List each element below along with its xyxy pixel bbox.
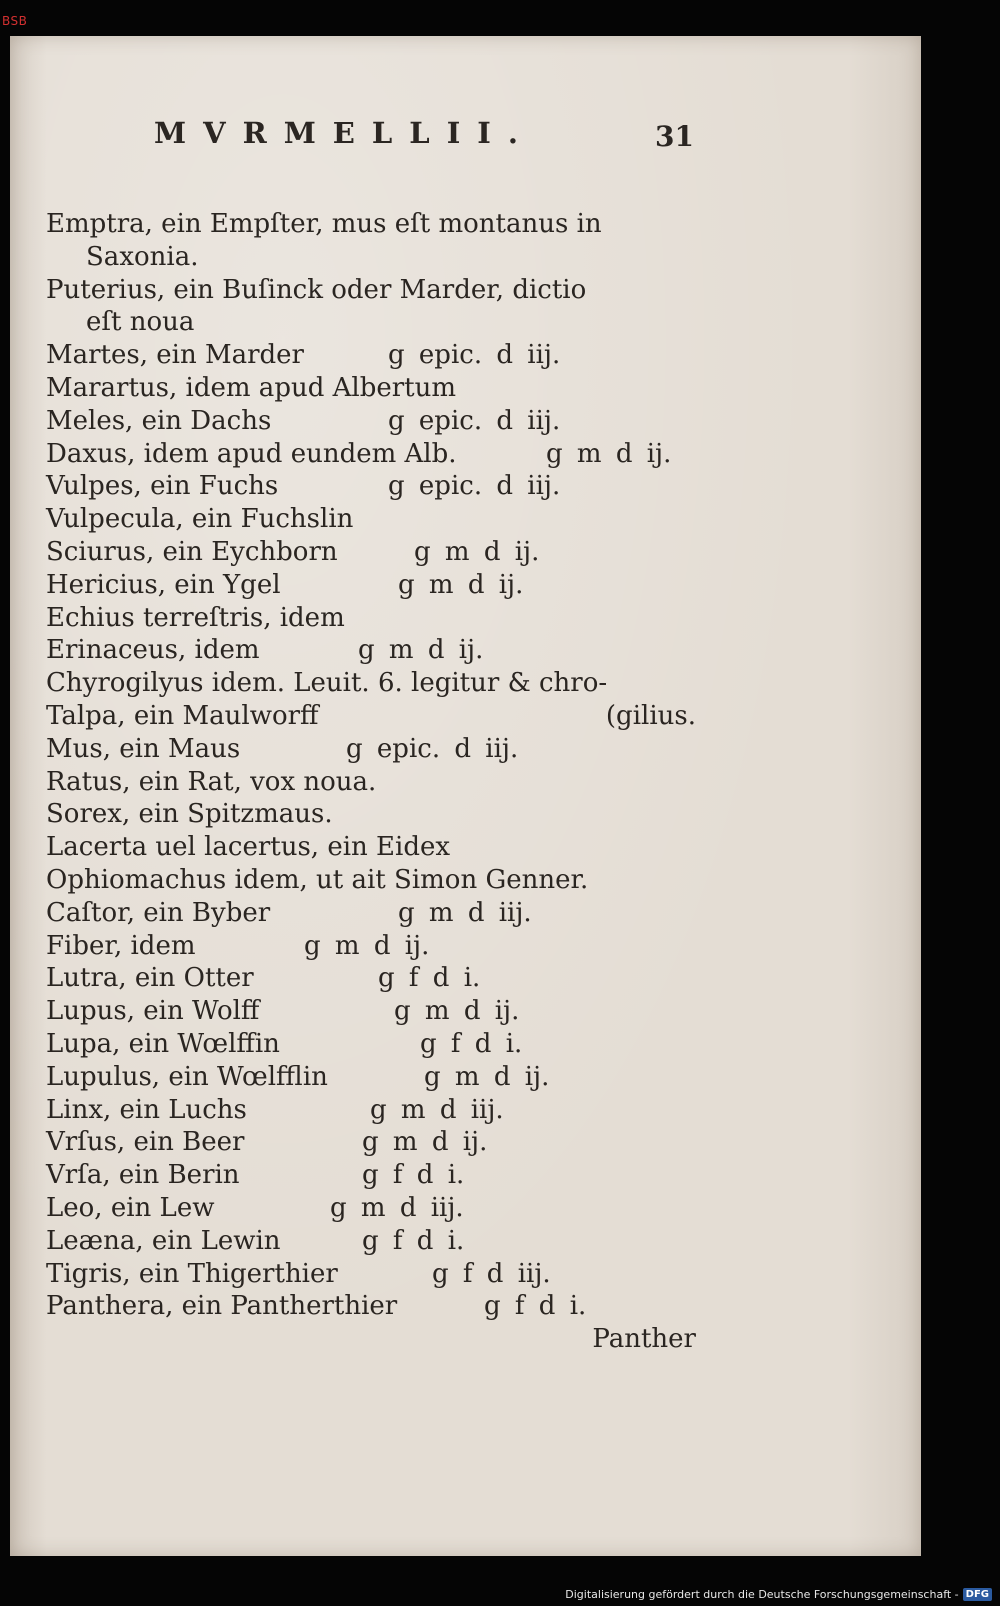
grammar-note: g m d iij.	[330, 1192, 464, 1223]
entry-line	[46, 700, 696, 733]
entry-line	[46, 1159, 696, 1192]
entry-line	[46, 798, 696, 831]
catchword: Panther	[592, 1324, 696, 1355]
entry-line	[46, 274, 696, 307]
entry-text: Caſtor, ein Byber	[46, 897, 271, 928]
entry-text: Talpa, ein Maulworff	[46, 700, 319, 731]
entry-text: Daxus, idem apud eundem Alb.	[46, 438, 457, 469]
grammar-note: g epic. d iij.	[388, 405, 561, 436]
entry-text: Fiber, idem	[46, 930, 196, 961]
grammar-note: g m d ij.	[414, 536, 540, 567]
entry-text: eſt noua	[86, 307, 195, 338]
entry-line	[46, 897, 696, 930]
grammar-note: g m d ij.	[362, 1127, 488, 1158]
entry-line	[46, 864, 696, 897]
entry-line	[46, 241, 696, 274]
entry-text: Leæna, ein Lewin	[46, 1225, 281, 1256]
entry-text: Emptra, ein Empſter, mus eſt montanus in	[46, 209, 602, 239]
grammar-note: g m d ij.	[304, 930, 430, 961]
entry-line	[46, 1258, 696, 1291]
entry-text: Marartus, idem apud Albertum	[46, 372, 457, 403]
grammar-note: g m d ij.	[398, 569, 524, 600]
bsb-watermark: BSB	[2, 14, 28, 28]
running-head	[144, 116, 704, 162]
entry-line	[46, 1028, 696, 1061]
entry-line	[46, 995, 696, 1028]
entry-line	[46, 831, 696, 864]
entry-line	[46, 1290, 696, 1323]
entry-line	[46, 962, 696, 995]
grammar-note: g m d ij.	[394, 996, 520, 1027]
entry-line	[46, 208, 696, 241]
grammar-note: g m d ij.	[358, 635, 484, 666]
grammar-note: g f d i.	[362, 1225, 465, 1256]
footer-credit	[565, 1588, 992, 1601]
entry-text: Lupulus, ein Wœlfflin	[46, 1061, 328, 1092]
grammar-note: g m d iij.	[398, 897, 532, 928]
running-title: MVRMELLII.	[154, 116, 535, 150]
entry-line	[46, 372, 696, 405]
entry-text: Leo, ein Lew	[46, 1192, 215, 1223]
entry-text: Echius terreſtris, idem	[46, 602, 345, 633]
grammar-note: g m d iij.	[370, 1094, 504, 1125]
entry-text: Erinaceus, idem	[46, 635, 260, 666]
grammar-note: g epic. d iij.	[346, 733, 519, 764]
entry-line	[46, 602, 696, 635]
entry-text: Vulpes, ein Fuchs	[46, 471, 279, 502]
entry-text: Martes, ein Marder	[46, 340, 304, 371]
entry-line	[46, 405, 696, 438]
entry-line	[46, 733, 696, 766]
entry-line	[46, 1192, 696, 1225]
entry-text: Saxonia.	[86, 241, 199, 272]
entry-text: Lacerta uel lacertus, ein Eidex	[46, 832, 451, 863]
entry-text: Sorex, ein Spitzmaus.	[46, 799, 333, 830]
entry-text: Sciurus, ein Eychborn	[46, 536, 338, 567]
entry-line	[46, 470, 696, 503]
grammar-note: g epic. d iij.	[388, 340, 561, 371]
grammar-note: g m d ij.	[424, 1061, 550, 1092]
entry-line	[46, 1094, 696, 1127]
entry-text: Mus, ein Maus	[46, 733, 241, 764]
entry-text: Lupus, ein Wolff	[46, 996, 260, 1027]
entry-line	[46, 339, 696, 372]
entry-line	[46, 569, 696, 602]
entry-line	[46, 667, 696, 700]
entry-text: Ophiomachus idem, ut ait Simon Genner.	[46, 864, 589, 895]
entry-line	[46, 438, 696, 471]
grammar-note: g f d i.	[362, 1160, 465, 1191]
entry-text: Puterius, ein Buſinck oder Marder, dictio	[46, 274, 587, 305]
grammar-note: g m d ij.	[546, 438, 672, 469]
entry-line	[46, 1061, 696, 1094]
entry-line	[46, 306, 696, 339]
entry-text: Linx, ein Luchs	[46, 1094, 247, 1125]
entry-text: Vulpecula, ein Fuchslin	[46, 504, 354, 535]
grammar-note: g f d i.	[378, 963, 481, 994]
footer-text: Digitalisierung gefördert durch die Deutsche Forschungsgemeinschaft -	[565, 1588, 959, 1601]
entry-line	[46, 634, 696, 667]
entry-text: Ratus, ein Rat, vox noua.	[46, 766, 377, 797]
page-number: 31	[655, 120, 694, 153]
entry-text: Hericius, ein Ygel	[46, 569, 281, 600]
entry-line	[46, 766, 696, 799]
entry-text: Chyrogilyus idem. Leuit. 6. legitur & chro-	[46, 668, 608, 699]
grammar-note: g f d i.	[420, 1028, 523, 1059]
dfg-logo: DFG	[963, 1588, 992, 1601]
line-continuation: (gilius.	[605, 700, 696, 731]
grammar-note: g epic. d iij.	[388, 471, 561, 502]
entry-line	[46, 503, 696, 536]
entry-line	[46, 930, 696, 963]
entry-line	[46, 1126, 696, 1159]
catchword-line	[46, 1323, 696, 1356]
entry-text: Lupa, ein Wœlffin	[46, 1028, 280, 1059]
book-page	[10, 36, 921, 1556]
entry-text: Vrſus, ein Beer	[46, 1127, 245, 1158]
entry-list	[46, 208, 696, 1356]
grammar-note: g f d iij.	[432, 1258, 551, 1289]
grammar-note: g f d i.	[484, 1291, 587, 1322]
entry-text: Panthera, ein Pantherthier	[46, 1291, 398, 1322]
entry-text: Lutra, ein Otter	[46, 963, 254, 994]
entry-line	[46, 536, 696, 569]
entry-line	[46, 1225, 696, 1258]
entry-text: Meles, ein Dachs	[46, 405, 272, 436]
entry-text: Tigris, ein Thigerthier	[46, 1258, 338, 1289]
entry-text: Vrſa, ein Berin	[46, 1160, 240, 1191]
